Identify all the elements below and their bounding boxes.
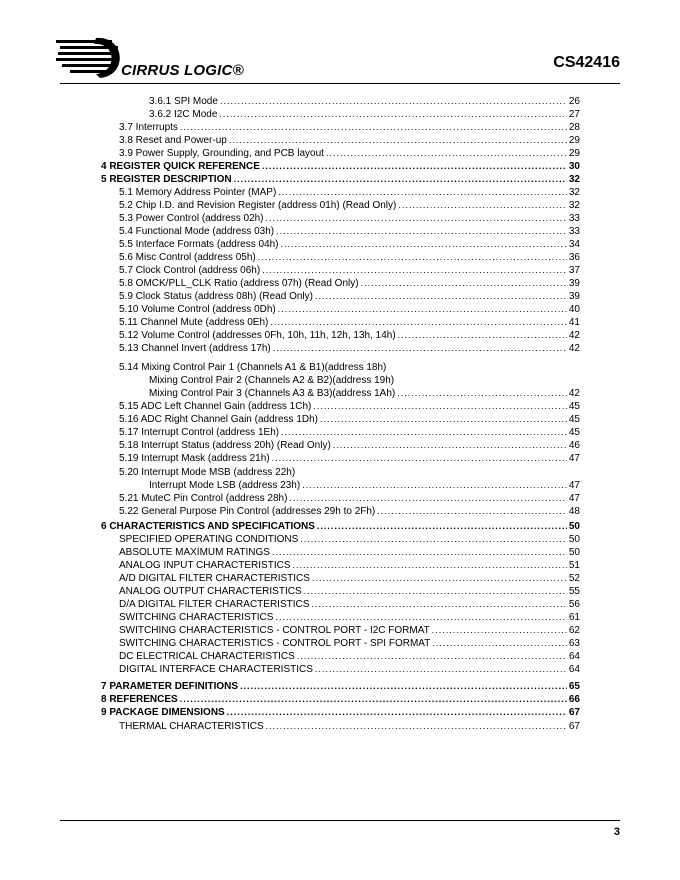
toc-leader-dots (240, 680, 567, 693)
toc-entry-page: 64 (568, 651, 580, 662)
toc-entry-label: 5.12 Volume Control (addresses 0Fh, 10h, 11h, 12h, 13h, 14h) (119, 330, 396, 341)
toc-entry-label: 5.7 Clock Control (address 06h) (119, 265, 261, 276)
toc-entry-page: 46 (568, 440, 580, 451)
toc-entry[interactable] (119, 492, 580, 505)
toc-entry-label: 5.9 Clock Status (address 08h) (Read Only) (119, 291, 313, 302)
toc-entry[interactable] (119, 611, 580, 624)
toc-entry-label: 7 PARAMETER DEFINITIONS (101, 681, 239, 692)
toc-entry-label: 5.20 Interrupt Mode MSB (address 22h) (119, 467, 296, 478)
toc-leader-dots (281, 238, 567, 251)
toc-leader-dots (313, 400, 567, 413)
toc-leader-dots (272, 452, 567, 465)
toc-entry-label: DIGITAL INTERFACE CHARACTERISTICS (119, 664, 313, 675)
toc-leader-dots (293, 559, 567, 572)
toc-entry-page: 26 (568, 96, 580, 107)
toc-entry-page: 56 (568, 599, 580, 610)
toc-entry-page: 65 (568, 681, 580, 692)
toc-entry-label: 5.16 ADC Right Channel Gain (address 1Dh) (119, 414, 318, 425)
toc-entry-label: DC ELECTRICAL CHARACTERISTICS (119, 651, 295, 662)
toc-entry-label: 5.11 Channel Mute (address 0Eh) (119, 317, 269, 328)
toc-entry[interactable] (119, 303, 580, 316)
toc-entry-page: 29 (568, 135, 580, 146)
toc-entry-label: 5.1 Memory Address Pointer (MAP) (119, 187, 277, 198)
toc-entry-page: 39 (568, 278, 580, 289)
toc-leader-dots (311, 598, 566, 611)
toc-entry[interactable] (149, 374, 580, 387)
toc-leader-dots (333, 439, 567, 452)
toc-entry[interactable] (101, 693, 580, 706)
toc-entry-label: SWITCHING CHARACTERISTICS - CONTROL PORT - I2C FORMAT (119, 625, 430, 636)
toc-entry[interactable] (119, 452, 580, 465)
toc-entry[interactable] (119, 264, 580, 277)
toc-entry[interactable] (101, 680, 580, 693)
toc-entry-label: 6 CHARACTERISTICS AND SPECIFICATIONS (101, 521, 315, 532)
toc-entry-label: 5.5 Interface Formats (address 04h) (119, 239, 279, 250)
toc-leader-dots (219, 108, 567, 121)
toc-entry[interactable] (119, 546, 580, 559)
toc-entry[interactable] (119, 251, 580, 264)
toc-entry-label: 5.13 Channel Invert (address 17h) (119, 343, 271, 354)
toc-leader-dots (266, 212, 567, 225)
toc-entry[interactable] (119, 400, 580, 413)
toc-entry-label: THERMAL CHARACTERISTICS (119, 721, 264, 732)
toc-entry-page: 33 (568, 226, 580, 237)
toc-entry[interactable] (149, 108, 580, 121)
toc-entry-page: 47 (568, 480, 580, 491)
toc-entry-label: D/A DIGITAL FILTER CHARACTERISTICS (119, 599, 310, 610)
toc-entry-label: 5.8 OMCK/PLL_CLK Ratio (address 07h) (Read Only) (119, 278, 359, 289)
toc-leader-dots (266, 720, 567, 733)
toc-entry-page: 62 (568, 625, 580, 636)
toc-entry[interactable] (119, 225, 580, 238)
toc-leader-dots (432, 637, 567, 650)
toc-leader-dots (317, 520, 567, 533)
toc-entry[interactable] (119, 290, 580, 303)
toc-entry[interactable] (119, 663, 580, 676)
toc-entry-page: 67 (568, 707, 580, 718)
toc-entry-page: 36 (568, 252, 580, 263)
toc-entry-label: 3.7 Interrupts (119, 122, 178, 133)
toc-leader-dots (229, 134, 567, 147)
toc-entry-label: ANALOG OUTPUT CHARACTERISTICS (119, 586, 302, 597)
toc-entry[interactable] (119, 598, 580, 611)
toc-entry-page: 33 (568, 213, 580, 224)
toc-entry-label: 3.8 Reset and Power-up (119, 135, 227, 146)
toc-entry-page: 42 (568, 388, 580, 399)
toc-entry[interactable] (119, 277, 580, 290)
toc-leader-dots (278, 186, 567, 199)
toc-entry-page: 45 (568, 414, 580, 425)
toc-entry-label: 5.3 Power Control (address 02h) (119, 213, 264, 224)
company-logo-text: CIRRUS LOGIC® (121, 62, 244, 79)
toc-entry[interactable] (149, 95, 580, 108)
toc-leader-dots (275, 611, 566, 624)
toc-leader-dots (326, 147, 567, 160)
toc-leader-dots (273, 342, 567, 355)
toc-entry[interactable] (119, 505, 580, 518)
toc-entry-label: 5.19 Interrupt Mask (address 21h) (119, 453, 270, 464)
toc-entry-page: 42 (568, 330, 580, 341)
toc-entry[interactable] (119, 212, 580, 225)
toc-entry[interactable] (119, 329, 580, 342)
toc-entry-page: 47 (568, 493, 580, 504)
toc-entry-page: 55 (568, 586, 580, 597)
toc-entry-label: SWITCHING CHARACTERISTICS - CONTROL PORT - SPI FORMAT (119, 638, 431, 649)
toc-entry-label: 3.6.1 SPI Mode (149, 96, 218, 107)
toc-entry-page: 32 (568, 200, 580, 211)
toc-leader-dots (270, 316, 567, 329)
page-header (0, 0, 680, 90)
toc-entry[interactable] (101, 160, 580, 173)
toc-entry-label: Interrupt Mode LSB (address 23h) (149, 480, 301, 491)
toc-entry[interactable] (119, 199, 580, 212)
toc-entry[interactable] (149, 387, 580, 400)
part-number: CS42416 (553, 54, 620, 71)
toc-leader-dots (312, 572, 567, 585)
toc-leader-dots (302, 479, 567, 492)
toc-entry-label: SPECIFIED OPERATING CONDITIONS (119, 534, 299, 545)
toc-entry-label: ABSOLUTE MAXIMUM RATINGS (119, 547, 270, 558)
toc-entry-label: 5.6 Misc Control (address 05h) (119, 252, 256, 263)
toc-entry-label: 5 REGISTER DESCRIPTION (101, 174, 232, 185)
toc-entry-page: 50 (568, 547, 580, 558)
toc-leader-dots (377, 505, 567, 518)
toc-entry[interactable] (149, 479, 580, 492)
toc-entry[interactable] (119, 121, 580, 134)
toc-entry-page: 45 (568, 401, 580, 412)
toc-entry-page: 61 (568, 612, 580, 623)
toc-leader-dots (398, 329, 567, 342)
toc-entry-label: 5.14 Mixing Control Pair 1 (Channels A1 & B1)(address 18h) (119, 362, 387, 373)
toc-entry-page: 45 (568, 427, 580, 438)
toc-entry-page: 63 (568, 638, 580, 649)
toc-leader-dots (398, 199, 567, 212)
toc-leader-dots (180, 693, 567, 706)
toc-entry-page: 50 (568, 521, 580, 532)
toc-entry[interactable] (119, 466, 580, 479)
toc-entry-page: 29 (568, 148, 580, 159)
toc-entry[interactable] (119, 342, 580, 355)
toc-leader-dots (432, 624, 567, 637)
toc-entry[interactable] (119, 572, 580, 585)
toc-entry[interactable] (119, 720, 580, 733)
toc-entry-label: 5.4 Functional Mode (address 03h) (119, 226, 275, 237)
toc-entry-label: A/D DIGITAL FILTER CHARACTERISTICS (119, 573, 310, 584)
toc-entry-page: 32 (568, 174, 580, 185)
toc-entry[interactable] (119, 637, 580, 650)
toc-entry-label: Mixing Control Pair 2 (Channels A2 & B2)(address 19h) (149, 375, 395, 386)
toc-entry-label: 5.17 Interrupt Control (address 1Eh) (119, 427, 280, 438)
toc-entry-page: 47 (568, 453, 580, 464)
toc-entry-page: 50 (568, 534, 580, 545)
toc-entry[interactable] (119, 585, 580, 598)
toc-entry-page: 67 (568, 721, 580, 732)
toc-entry-label: 3.6.2 I2C Mode (149, 109, 218, 120)
toc-leader-dots (297, 650, 567, 663)
toc-entry[interactable] (119, 413, 580, 426)
header-rule (60, 83, 620, 84)
toc-entry-label: 9 PACKAGE DIMENSIONS (101, 707, 225, 718)
toc-entry[interactable] (119, 316, 580, 329)
toc-entry-page: 51 (568, 560, 580, 571)
toc-leader-dots (234, 173, 567, 186)
toc-entry[interactable] (119, 533, 580, 546)
toc-entry[interactable] (119, 238, 580, 251)
toc-leader-dots (315, 290, 567, 303)
toc-leader-dots (227, 706, 567, 719)
toc-entry-page: 42 (568, 343, 580, 354)
toc-entry[interactable] (119, 624, 580, 637)
toc-leader-dots (180, 121, 567, 134)
toc-entry-page: 52 (568, 573, 580, 584)
toc-entry-page: 37 (568, 265, 580, 276)
toc-entry-label: 5.2 Chip I.D. and Revision Register (address 01h) (Read Only) (119, 200, 397, 211)
toc-leader-dots (262, 160, 567, 173)
toc-entry-page: 64 (568, 664, 580, 675)
toc-leader-dots (278, 303, 567, 316)
toc-entry-label: 4 REGISTER QUICK REFERENCE (101, 161, 260, 172)
toc-entry-page: 66 (568, 694, 580, 705)
toc-leader-dots (258, 251, 567, 264)
toc-entry[interactable] (119, 147, 580, 160)
page-number: 3 (613, 826, 620, 838)
toc-entry[interactable] (101, 706, 580, 719)
toc-entry-page: 39 (568, 291, 580, 302)
toc-leader-dots (272, 546, 567, 559)
toc-entry-page: 28 (568, 122, 580, 133)
toc-entry-label: 5.15 ADC Left Channel Gain (address 1Ch) (119, 401, 312, 412)
toc-leader-dots (220, 95, 567, 108)
toc-entry[interactable] (119, 134, 580, 147)
toc-entry-page: 41 (568, 317, 580, 328)
toc-entry[interactable] (119, 361, 580, 374)
toc-entry-label: 5.21 MuteC Pin Control (address 28h) (119, 493, 288, 504)
toc-entry[interactable] (101, 520, 580, 533)
toc-entry-label: Mixing Control Pair 3 (Channels A3 & B3)(address 1Ah) (149, 388, 396, 399)
toc-entry[interactable] (119, 559, 580, 572)
toc-entry-page: 30 (568, 161, 580, 172)
toc-leader-dots (304, 585, 567, 598)
toc-entry[interactable] (119, 426, 580, 439)
toc-leader-dots (397, 387, 567, 400)
toc-entry-label: 5.22 General Purpose Pin Control (addresses 29h to 2Fh) (119, 506, 376, 517)
toc-leader-dots (361, 277, 567, 290)
toc-entry-label: SWITCHING CHARACTERISTICS (119, 612, 274, 623)
toc-entry-page: 32 (568, 187, 580, 198)
footer-rule (60, 820, 620, 821)
toc-leader-dots (315, 663, 567, 676)
toc-entry[interactable] (119, 650, 580, 663)
toc-entry[interactable] (119, 439, 580, 452)
toc-entry-label: 3.9 Power Supply, Grounding, and PCB layout (119, 148, 324, 159)
toc-entry-label: 8 REFERENCES (101, 694, 178, 705)
toc-entry[interactable] (101, 173, 580, 186)
toc-leader-dots (300, 533, 567, 546)
toc-entry-page: 34 (568, 239, 580, 250)
toc-leader-dots (281, 426, 567, 439)
toc-entry-label: ANALOG INPUT CHARACTERISTICS (119, 560, 291, 571)
toc-leader-dots (276, 225, 567, 238)
toc-leader-dots (289, 492, 566, 505)
toc-entry-page: 27 (568, 109, 580, 120)
toc-entry-label: 5.18 Interrupt Status (address 20h) (Read Only) (119, 440, 331, 451)
toc-entry-label: 5.10 Volume Control (address 0Dh) (119, 304, 276, 315)
toc-leader-dots (320, 413, 567, 426)
toc-entry-page: 40 (568, 304, 580, 315)
toc-leader-dots (262, 264, 567, 277)
toc-entry[interactable] (119, 186, 580, 199)
toc-entry-page: 48 (568, 506, 580, 517)
